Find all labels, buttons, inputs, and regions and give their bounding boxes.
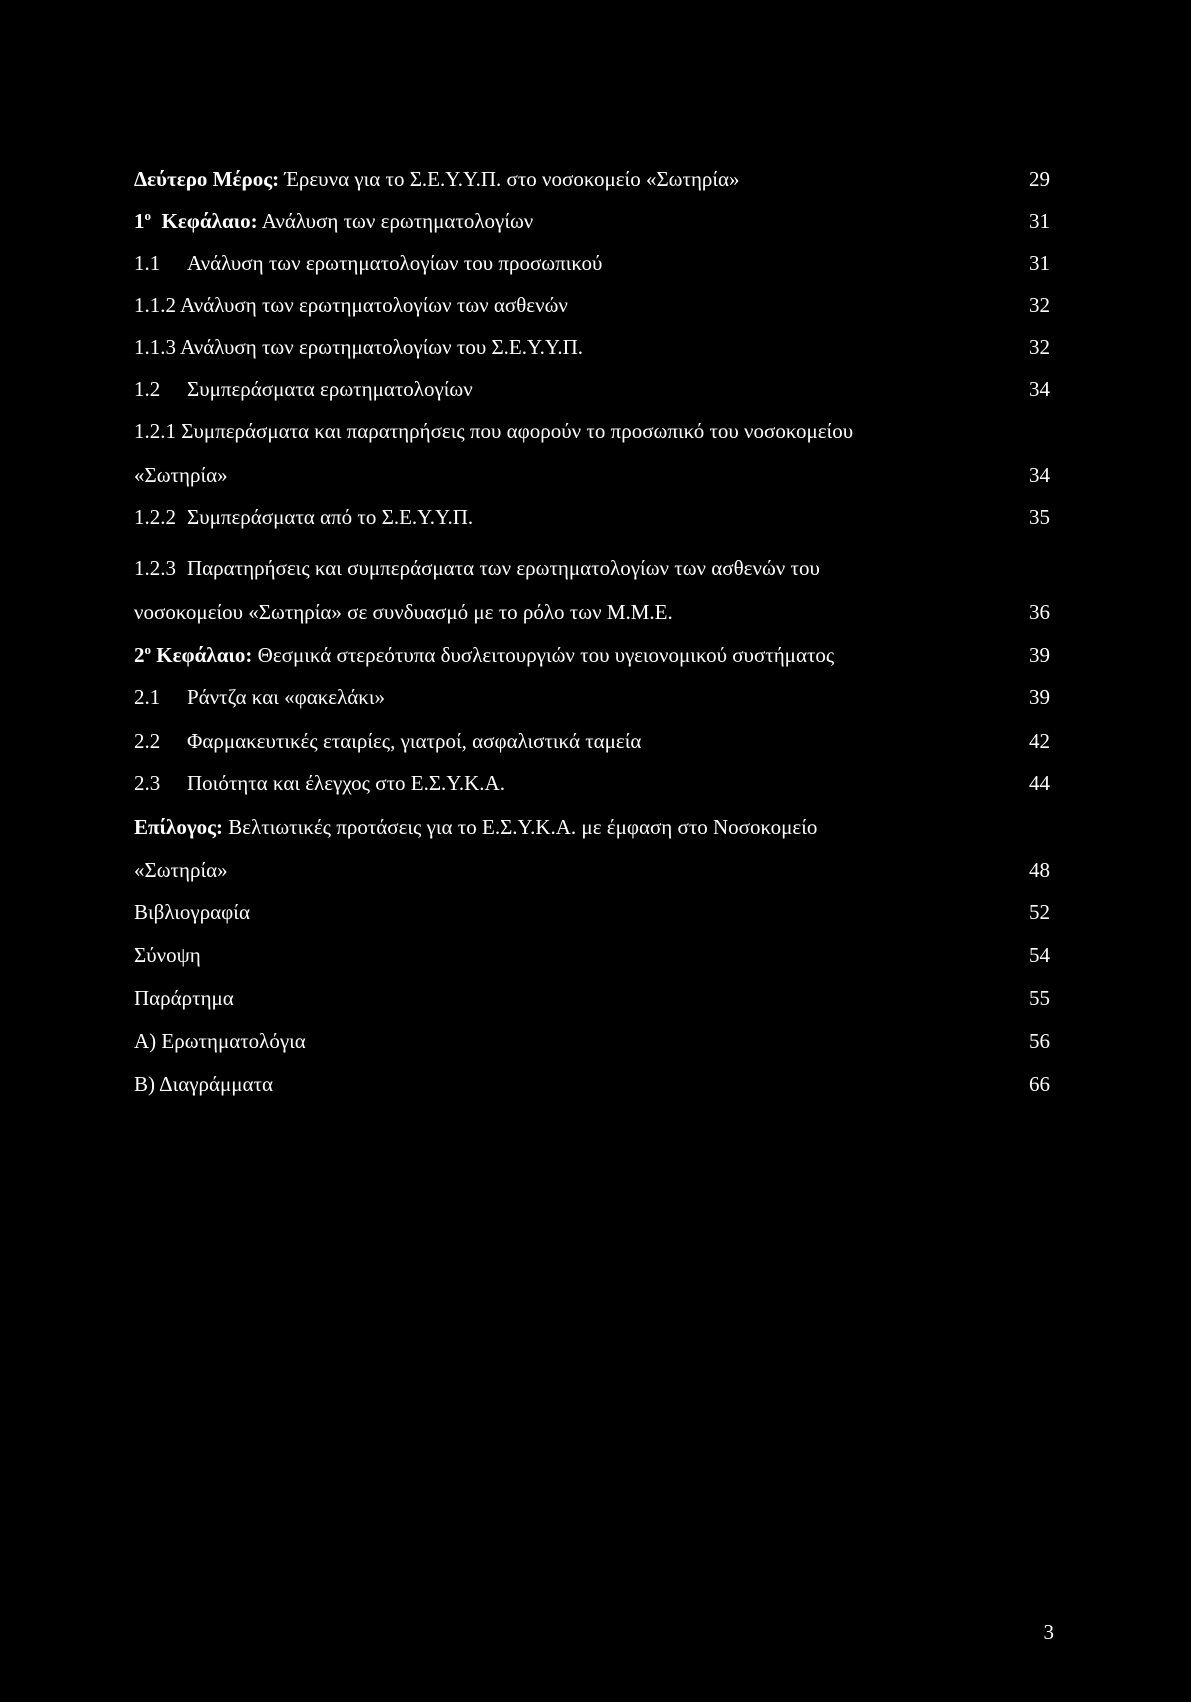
toc-entry-title: Παρατηρήσεις και συμπεράσματα των ερωτηματολογίων των ασθενών του [187,556,820,580]
toc-entry [134,290,1050,320]
toc-entry-title: Θεσμικά στερεότυπα δυσλειτουργιών του υγειονομικού συστήματος [252,643,835,667]
toc-entry-page: 42 [1029,729,1050,753]
toc-entry-page: 56 [1029,1029,1050,1053]
toc-entry-page: 36 [1029,600,1050,624]
toc-entry-page: 31 [1029,209,1050,233]
toc-entry [134,553,1050,583]
toc-entry-prefix: Δεύτερο Μέρος: [134,167,280,191]
toc-entry-page: 66 [1029,1072,1050,1096]
toc-entry-continuation [134,597,1050,627]
toc-entry [134,206,1050,236]
toc-entry-title: Ράντζα και «φακελάκι» [187,685,386,709]
toc-entry-page: 39 [1029,685,1050,709]
page-number: 3 [1043,1620,1054,1644]
toc-entry-page: 32 [1029,335,1050,359]
toc-entry [134,502,1050,532]
toc-chapter-number: 2 [134,643,145,667]
toc-entry-title: Βιβλιογραφία [134,900,250,924]
toc-entry-page: 52 [1029,900,1050,924]
toc-entry-title: Έρευνα για το Σ.Ε.Υ.Υ.Π. στο νοσοκομείο «Σωτηρία» [279,167,740,191]
toc-entry-prefix: Επίλογος: [134,815,224,839]
toc-entry-page: 32 [1029,293,1050,317]
toc-entry-page: 31 [1029,251,1050,275]
toc-entry-title: Σύνοψη [134,943,201,967]
toc-entry [134,1069,1050,1099]
toc-entry [134,940,1050,970]
toc-entry-page: 48 [1029,858,1050,882]
toc-entry-title: Παράρτημα [134,986,234,1010]
toc-entry [134,248,1050,278]
toc-entry-number: 2.2 [134,729,161,753]
toc-entry-page: 34 [1029,463,1050,487]
toc-entry-title: Συμπεράσματα ερωτηματολογίων [187,377,473,401]
toc-entry [134,640,1050,670]
toc-entry-number: 1.2 [134,377,161,401]
toc-entry [134,812,1050,842]
toc-entry-page: 44 [1029,771,1050,795]
toc-entry-page: 34 [1029,377,1050,401]
toc-entry [134,768,1050,798]
toc-entry-number: 1.2.3 [134,556,176,580]
toc-entry-page: 54 [1029,943,1050,967]
toc-chapter-ordinal: ο [144,642,151,657]
toc-entry-number: 1.2.2 [134,505,176,529]
toc-entry-title: Συμπεράσματα από το Σ.Ε.Υ.Υ.Π. [187,505,474,529]
toc-entry-title: 1.2.1 Συμπεράσματα και παρατηρήσεις που αφορούν το προσωπικό του νοσοκομείου [134,419,854,443]
toc-entry-number: 2.3 [134,771,161,795]
toc-entry [134,374,1050,404]
toc-entry [134,726,1050,756]
toc-entry-title: Ανάλυση των ερωτηματολογίων [257,209,534,233]
toc-entry [134,164,1050,194]
toc-entry-continuation [134,460,1050,490]
toc-entry-title: Ποιότητα και έλεγχος στο Ε.Σ.Υ.Κ.Α. [187,771,505,795]
toc-entry-title: νοσοκομείου «Σωτηρία» σε συνδυασμό με το ρόλο των Μ.Μ.Ε. [134,600,673,624]
toc-entry-number: 1.1 [134,251,161,275]
toc-entry [134,983,1050,1013]
toc-chapter-ordinal: ο [144,208,151,223]
toc-entry-prefix: Κεφάλαιο: [156,643,253,667]
toc-entry [134,897,1050,927]
toc-entry-title: Ανάλυση των ερωτηματολογίων του προσωπικού [187,251,603,275]
toc-entry-title: Α) Ερωτηματολόγια [134,1029,306,1053]
toc-entry [134,1026,1050,1056]
toc-entry-title: «Σωτηρία» [134,858,228,882]
toc-entry-prefix: Κεφάλαιο: [161,209,258,233]
toc-entry-page: 39 [1029,643,1050,667]
toc-entry-page: 35 [1029,505,1050,529]
toc-entry [134,332,1050,362]
toc-entry-continuation [134,855,1050,885]
toc-entry-page: 55 [1029,986,1050,1010]
toc-entry-number: 2.1 [134,685,161,709]
toc-entry-title: Βελτιωτικές προτάσεις για το Ε.Σ.Υ.Κ.Α. με έμφαση στο Νοσοκομείο [223,815,818,839]
toc-chapter-number: 1 [134,209,145,233]
toc-entry [134,682,1050,712]
toc-entry-title: «Σωτηρία» [134,463,228,487]
toc-entry-page: 29 [1029,167,1050,191]
toc-entry-title: 1.1.3 Ανάλυση των ερωτηματολογίων του Σ.Ε.Υ.Υ.Π. [134,335,584,359]
toc-entry [134,416,1050,446]
toc-entry-title: Β) Διαγράμματα [134,1072,273,1096]
toc-entry-title: Φαρμακευτικές εταιρίες, γιατροί, ασφαλιστικά ταμεία [187,729,642,753]
toc-entry-title: 1.1.2 Ανάλυση των ερωτηματολογίων των ασθενών [134,293,568,317]
